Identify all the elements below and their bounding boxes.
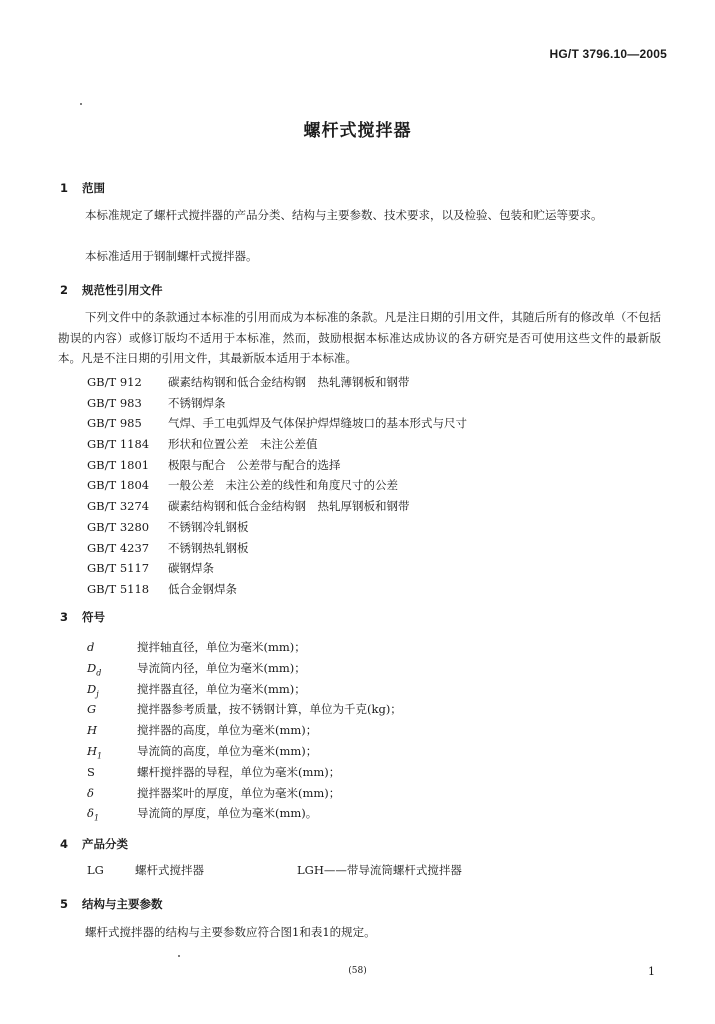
symbol: G bbox=[87, 702, 97, 717]
section-number: 1 bbox=[60, 181, 69, 195]
symbol-item: $D_j$ 搅拌器直径，单位为毫米(mm)； bbox=[87, 679, 402, 700]
symbol-item: $\delta_1$ 导流筒的厚度，单位为毫米(mm)。 bbox=[87, 803, 402, 824]
scan-speck bbox=[80, 103, 82, 105]
section-title: 产品分类 bbox=[82, 837, 128, 851]
scan-speck bbox=[178, 955, 180, 957]
section-1-heading bbox=[60, 180, 105, 196]
reference-item: GB/T 3274 碳素结构钢和低合金结构钢 热轧厚钢板和钢带 bbox=[87, 499, 410, 514]
page-number: 1 bbox=[648, 965, 655, 978]
section-title: 符号 bbox=[82, 610, 105, 624]
section-number: 4 bbox=[60, 837, 69, 851]
symbol: $D_j$ bbox=[87, 681, 99, 698]
section-number: 2 bbox=[60, 283, 69, 297]
symbol: H bbox=[87, 723, 98, 738]
section-3-heading bbox=[60, 609, 105, 625]
symbol-item: δ 搅拌器桨叶的厚度，单位为毫米(mm)； bbox=[87, 783, 402, 804]
reference-item: GB/T 1804 一般公差 未注公差的线性和角度尺寸的公差 bbox=[87, 478, 398, 493]
section-title: 范围 bbox=[82, 181, 105, 195]
scope-paragraph-1: 本标准规定了螺杆式搅拌器的产品分类、结构与主要参数、技术要求，以及检验、包装和贮运等要求。 bbox=[85, 208, 603, 222]
document-title: 螺杆式搅拌器 bbox=[303, 121, 412, 141]
scope-paragraph-2: 本标准适用于钢制螺杆式搅拌器。 bbox=[85, 249, 258, 263]
reference-item: GB/T 912 碳素结构钢和低合金结构钢 热轧薄钢板和钢带 bbox=[87, 375, 410, 389]
section-5-heading bbox=[60, 896, 163, 912]
product-classification bbox=[87, 862, 462, 878]
reference-item: GB/T 983 不锈钢焊条 bbox=[87, 395, 226, 410]
normative-references-paragraph: 下列文件中的条款通过本标准的引用而成为本标准的条款。凡是注日期的引用文件，其随后所有的修改单（不包括勘误的内容）或修订版均不适用于本标准，然而，鼓励根据本标准达成协议的各方研究是否可使用这些文件的最新版本。凡是不注日期的引用文件，其最新版本适用于本标准。 bbox=[58, 310, 661, 365]
reference-item: GB/T 3280 不锈钢冷轧钢板 bbox=[87, 519, 249, 534]
symbol-item: $H_1$ 导流筒的高度，单位为毫米(mm)； bbox=[87, 741, 402, 762]
symbol-item: S 螺杆搅拌器的导程，单位为毫米(mm)； bbox=[87, 762, 402, 783]
symbol: δ bbox=[87, 785, 94, 800]
section-number: 3 bbox=[60, 610, 69, 624]
symbol-list bbox=[87, 637, 402, 824]
class-description: 螺杆式搅拌器 bbox=[135, 863, 204, 877]
reference-item: GB/T 5117 碳钢焊条 bbox=[87, 561, 214, 576]
class-code-with-description: LGH——带导流筒螺杆式搅拌器 bbox=[297, 863, 462, 877]
symbol: $D_d$ bbox=[87, 660, 102, 678]
standard-code: HG/T 3796.10—2005 bbox=[549, 47, 667, 61]
symbol-item: $D_d$ 导流筒内径，单位为毫米(mm)； bbox=[87, 658, 402, 679]
class-code: LG bbox=[87, 863, 104, 877]
footer-sequence: (58) bbox=[348, 966, 367, 976]
section-2-heading bbox=[60, 282, 163, 298]
symbol-item: G 搅拌器参考质量，按不锈钢计算，单位为千克(kg)； bbox=[87, 699, 402, 720]
reference-item: GB/T 4237 不锈钢热轧钢板 bbox=[87, 540, 249, 555]
section-4-heading bbox=[60, 836, 128, 852]
structure-paragraph: 螺杆式搅拌器的结构与主要参数应符合图1和表1的规定。 bbox=[85, 925, 376, 939]
section-title: 规范性引用文件 bbox=[82, 283, 163, 297]
symbol: $H_1$ bbox=[87, 743, 103, 761]
symbol: $\delta_1$ bbox=[87, 806, 100, 823]
reference-item: GB/T 1801 极限与配合 公差带与配合的选择 bbox=[87, 457, 341, 472]
symbol-item: d 搅拌轴直径，单位为毫米(mm)； bbox=[87, 637, 402, 658]
symbol: d bbox=[87, 640, 95, 654]
section-number: 5 bbox=[60, 897, 69, 911]
reference-item: GB/T 5118 低合金钢焊条 bbox=[87, 581, 237, 596]
symbol-item: H 搅拌器的高度，单位为毫米(mm)； bbox=[87, 720, 402, 741]
reference-item: GB/T 985 气焊、手工电弧焊及气体保护焊焊缝坡口的基本形式与尺寸 bbox=[87, 416, 467, 431]
section-title: 结构与主要参数 bbox=[82, 897, 163, 911]
reference-list bbox=[87, 372, 467, 600]
symbol: S bbox=[87, 764, 95, 779]
reference-item: GB/T 1184 形状和位置公差 未注公差值 bbox=[87, 437, 318, 452]
